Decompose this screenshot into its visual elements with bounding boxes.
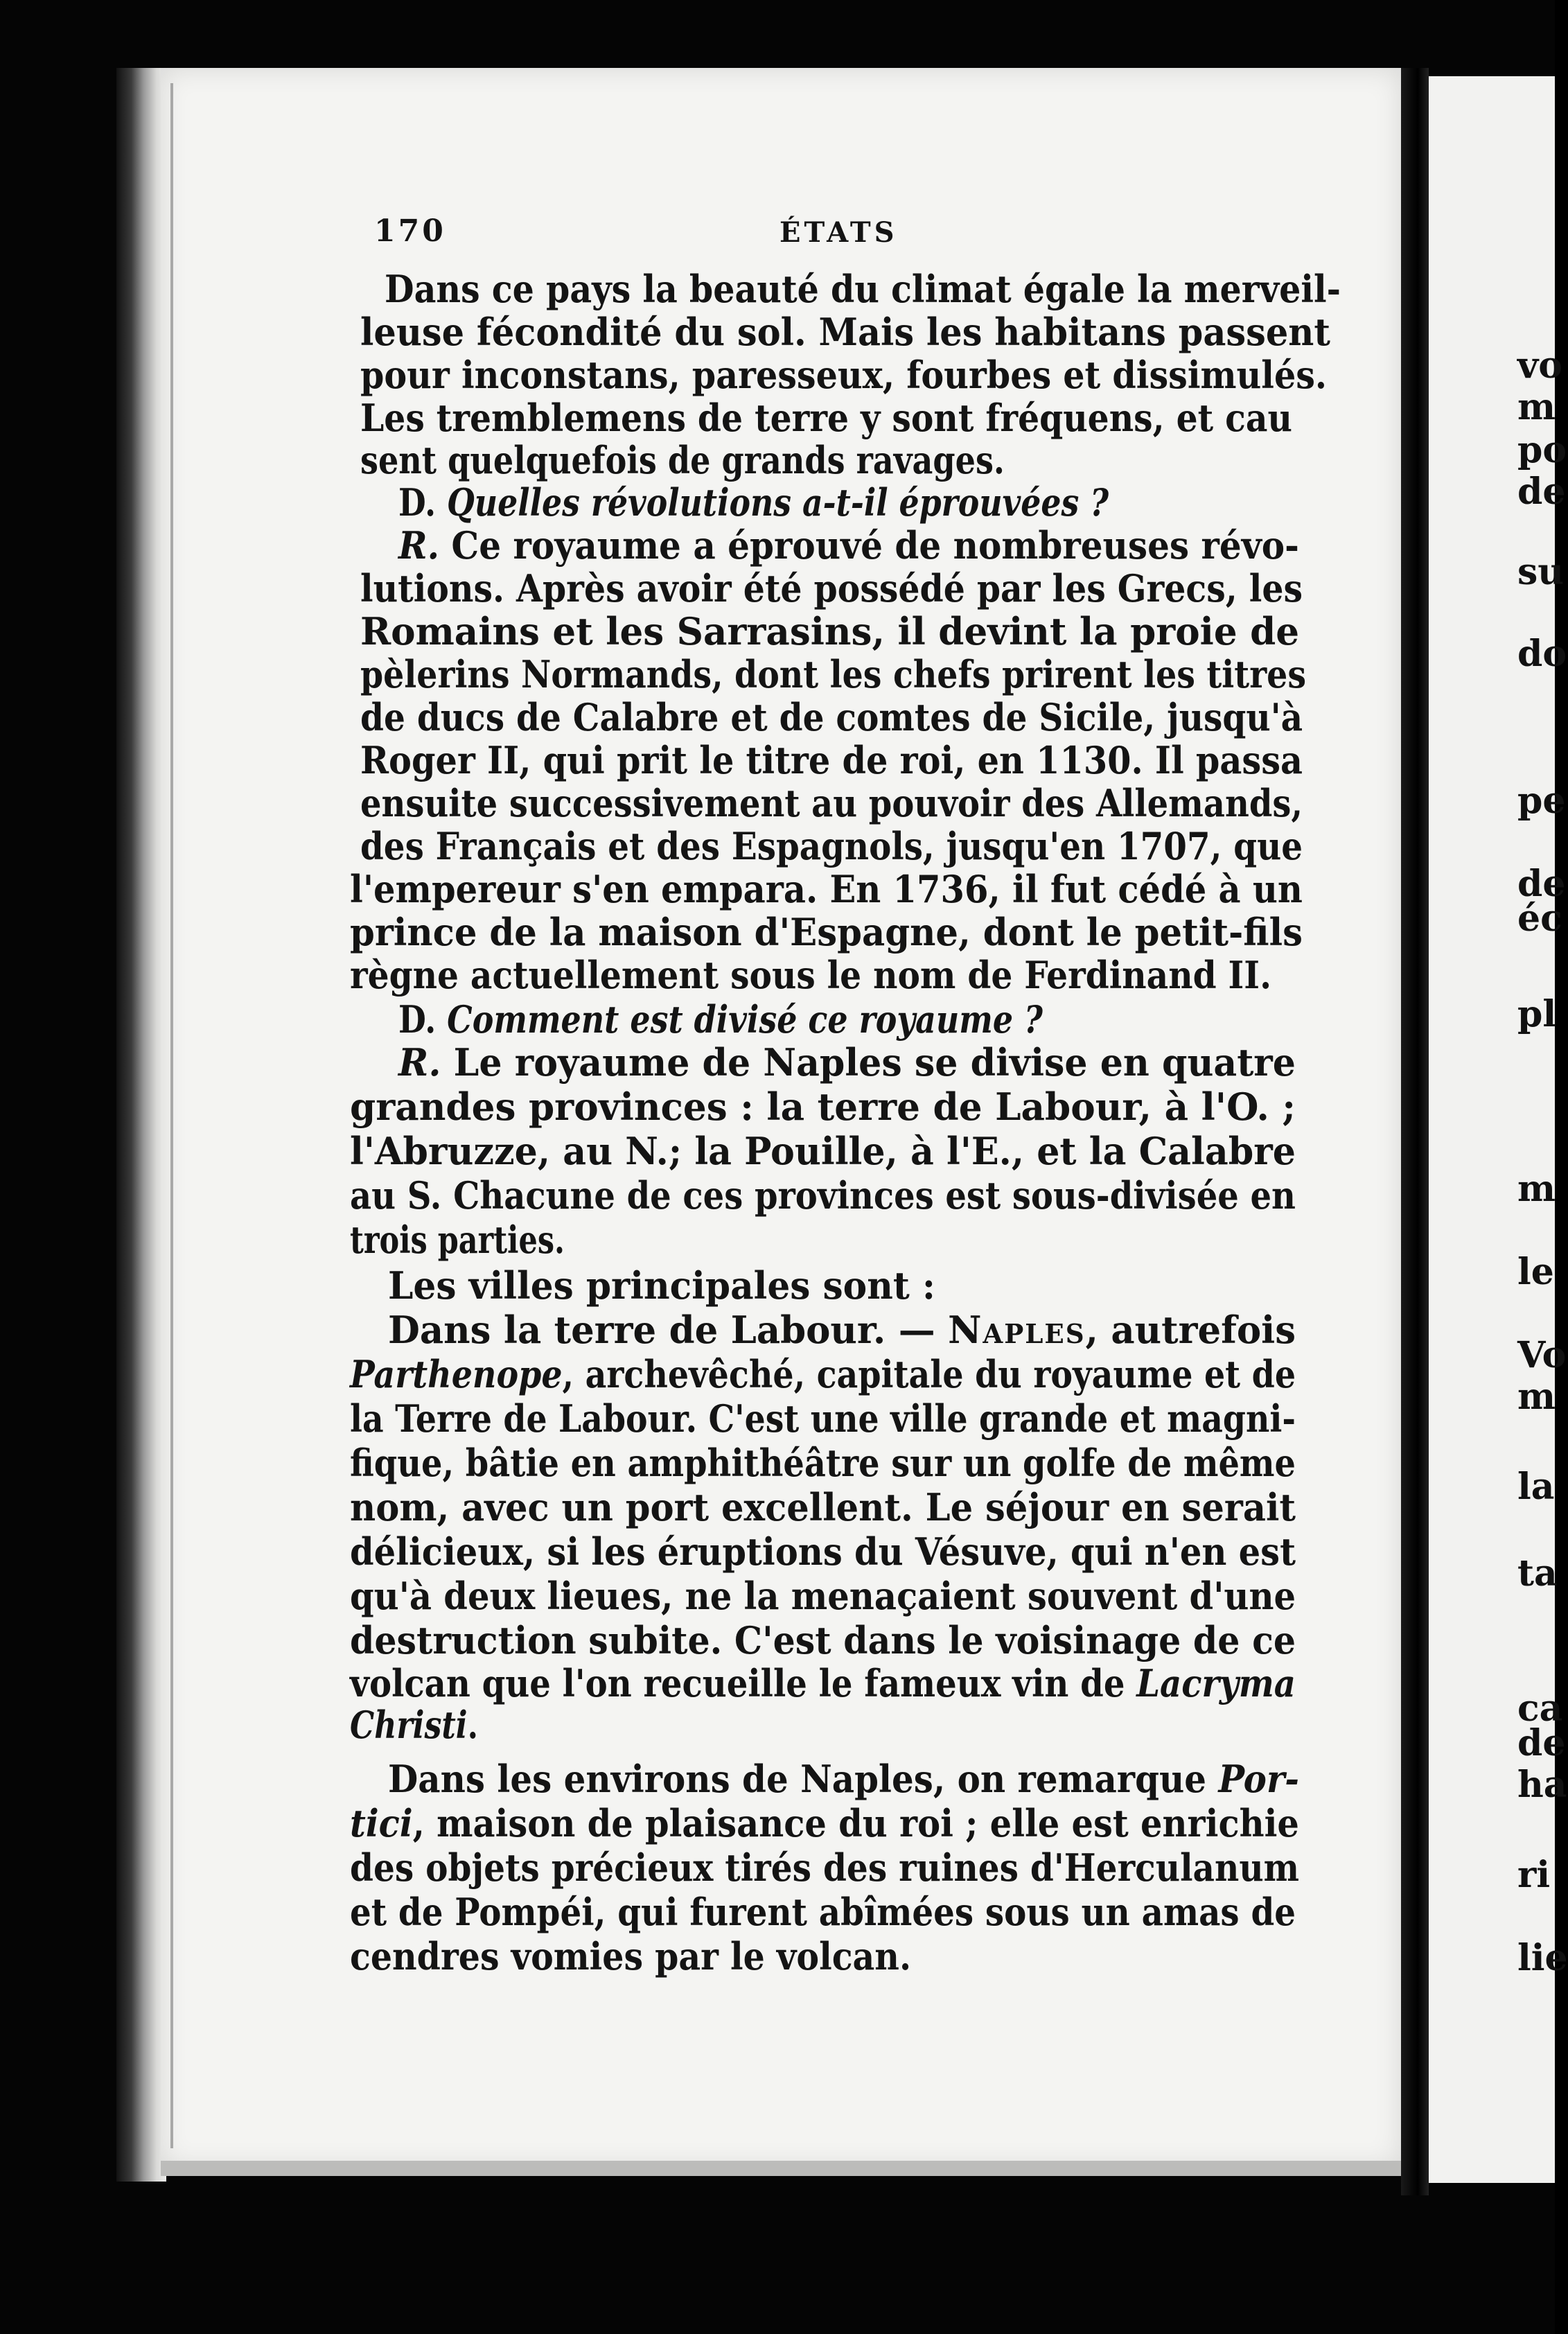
text-segment: des objets précieux tirés des ruines d'Herculanum [350,1845,1300,1890]
facing-page-fragment: m [1517,1376,1556,1418]
text-line [350,1890,1296,1934]
facing-page-fragment: éc [1517,897,1562,940]
text-segment: lutions. Après avoir été possédé par les Grecs, les [360,566,1303,611]
text-line [350,1352,1296,1396]
text-line [360,438,1005,482]
text-segment: Les villes principales sont : [388,1263,935,1308]
page-number: 170 [374,213,446,249]
text-line [350,1441,1296,1485]
text-segment: R. [398,1040,454,1085]
facing-page [1429,76,1568,2183]
text-segment: Le royaume de Naples se divise en quatre [453,1040,1296,1085]
facing-page-fragment: po [1517,429,1567,471]
text-segment: D. [398,480,447,525]
text-segment: prince de la maison d'Espagne, dont le petit-fils [350,910,1303,954]
text-segment: et de Pompéi, qui furent abîmées sous un amas de [350,1890,1296,1934]
text-line [350,1934,912,1978]
text-segment: pèlerins Normands, dont les chefs prirent les titres [360,652,1306,696]
text-segment: règne actuellement sous le nom de Ferdinand II. [350,953,1272,997]
text-line [350,1085,1296,1129]
text-segment: sent quelquefois de grands ravages. [360,438,1005,482]
text-line [350,1173,1296,1218]
text-line [398,480,1109,525]
facing-page-fragment: de [1517,863,1566,905]
text-line [360,396,1292,440]
text-line [360,738,1303,782]
text-segment: Roger II, qui prit le titre de roi, en 1130. Il passa [360,738,1303,782]
text-segment: . [467,1703,478,1747]
text-segment: Naples [948,1308,1086,1352]
text-line [350,1703,478,1747]
text-line [350,1845,1300,1890]
text-segment: Comment est divisé ce royaume ? [447,997,1043,1042]
text-segment: , maison de plaisance du roi ; elle est enrichie [412,1801,1299,1845]
text-line [360,781,1303,825]
text-segment: Dans ce pays la beauté du climat égale la merveil- [385,267,1341,311]
text-segment: Ce royaume a éprouvé de nombreuses révo- [451,523,1299,568]
text-line [360,609,1300,653]
text-segment: Dans les environs de Naples, on remarque [388,1757,1219,1801]
text-segment: la Terre de Labour. C'est une ville grande et magni- [350,1396,1296,1441]
text-segment: l'Abruzze, au N.; la Pouille, à l'E., et la Calabre [350,1129,1296,1173]
text-line [350,1661,1296,1705]
text-line [385,267,1341,311]
text-segment: fique, bâtie en amphithéâtre sur un golfe de même [350,1441,1296,1485]
facing-page-fragment: vo [1517,344,1562,387]
text-segment: tici [350,1801,413,1845]
facing-page-fragment: m [1517,1168,1556,1210]
text-segment: Por- [1218,1757,1299,1801]
text-line [398,523,1299,568]
binding-crease [170,83,173,2148]
text-segment: délicieux, si les éruptions du Vésuve, qui n'en est [350,1529,1296,1574]
facing-page-fragment: ri [1517,1854,1551,1896]
facing-page-fragment: lie [1517,1937,1568,1979]
text-segment: Lacryma [1136,1661,1296,1705]
text-segment: cendres vomies par le volcan. [350,1934,912,1978]
text-segment: Quelles révolutions a-t-il éprouvées ? [446,480,1109,525]
text-segment: au S. Chacune de ces provinces est sous-divisée en [350,1173,1296,1218]
text-line [350,1218,565,1262]
text-segment: ensuite successivement au pouvoir des Allemands, [360,781,1303,825]
text-segment: Romains et les Sarrasins, il devint la proie de [360,609,1300,653]
text-line [350,1396,1296,1441]
text-line [360,652,1306,696]
facing-page-fragment: le [1517,1251,1554,1293]
text-segment: Parthenope [350,1352,563,1396]
text-segment: destruction subite. C'est dans le voisinage de ce [350,1618,1296,1662]
text-line [350,1529,1296,1574]
facing-page-fragment: ta [1517,1552,1558,1595]
text-segment: R. [398,523,452,568]
page-gutter [1401,68,1429,2195]
text-line [350,1618,1296,1662]
text-line [350,1129,1296,1173]
text-segment: , archevêché, capitale du royaume et de [562,1352,1296,1396]
text-line [360,353,1328,397]
text-segment: des Français et des Espagnols, jusqu'en 1707, que [360,824,1303,868]
facing-page-fragment: do [1517,633,1567,675]
text-segment: grandes provinces : la terre de Labour, à l'O. ; [350,1085,1296,1129]
text-segment: D. [398,997,448,1042]
text-segment: de ducs de Calabre et de comtes de Sicile, jusqu'à [360,695,1303,739]
facing-page-fragment: de [1517,1722,1566,1764]
text-line [360,310,1330,354]
text-segment: l'empereur s'en empara. En 1736, il fut cédé à un [350,867,1303,911]
facing-page-fragment: pl [1517,993,1557,1035]
text-line [388,1308,1296,1352]
text-line [398,1040,1296,1085]
text-line [398,997,1043,1042]
text-segment: , autrefois [1085,1308,1296,1352]
book-binding [116,68,166,2182]
text-segment: nom, avec un port excellent. Le séjour en serait [350,1485,1296,1529]
text-line [388,1263,935,1308]
text-segment: Dans la terre de Labour. — [388,1308,949,1352]
text-line [350,953,1272,997]
running-title: ÉTATS [779,216,898,249]
text-line [360,695,1303,739]
text-line [350,1574,1296,1618]
text-segment: pour inconstans, paresseux, fourbes et dissimulés. [360,353,1328,397]
text-segment: Christi [350,1703,468,1747]
facing-page-fragment: Vo [1517,1334,1567,1376]
page-bottom-edge [161,2161,1401,2176]
facing-page-fragment: pe [1517,780,1566,822]
facing-page-fragment: su [1517,551,1565,593]
text-segment: trois parties. [350,1218,565,1262]
text-line [388,1757,1299,1801]
facing-page-fragment: m [1517,386,1556,428]
facing-page-fragment: ca [1517,1687,1563,1730]
text-segment: Les tremblemens de terre y sont fréquens, et cau [360,396,1292,440]
facing-page-fragment: ha [1517,1764,1567,1806]
text-line [350,867,1303,911]
facing-page-fragment: la [1517,1466,1555,1508]
text-line [360,566,1303,611]
facing-page-fragment: de [1517,471,1566,513]
text-line [360,824,1303,868]
text-line [350,1801,1299,1845]
text-segment: leuse fécondité du sol. Mais les habitans passent [360,310,1330,354]
text-segment: volcan que l'on recueille le fameux vin de [350,1661,1137,1705]
text-line [350,910,1303,954]
text-line [350,1485,1296,1529]
text-segment: qu'à deux lieues, ne la menaçaient souvent d'une [350,1574,1296,1618]
